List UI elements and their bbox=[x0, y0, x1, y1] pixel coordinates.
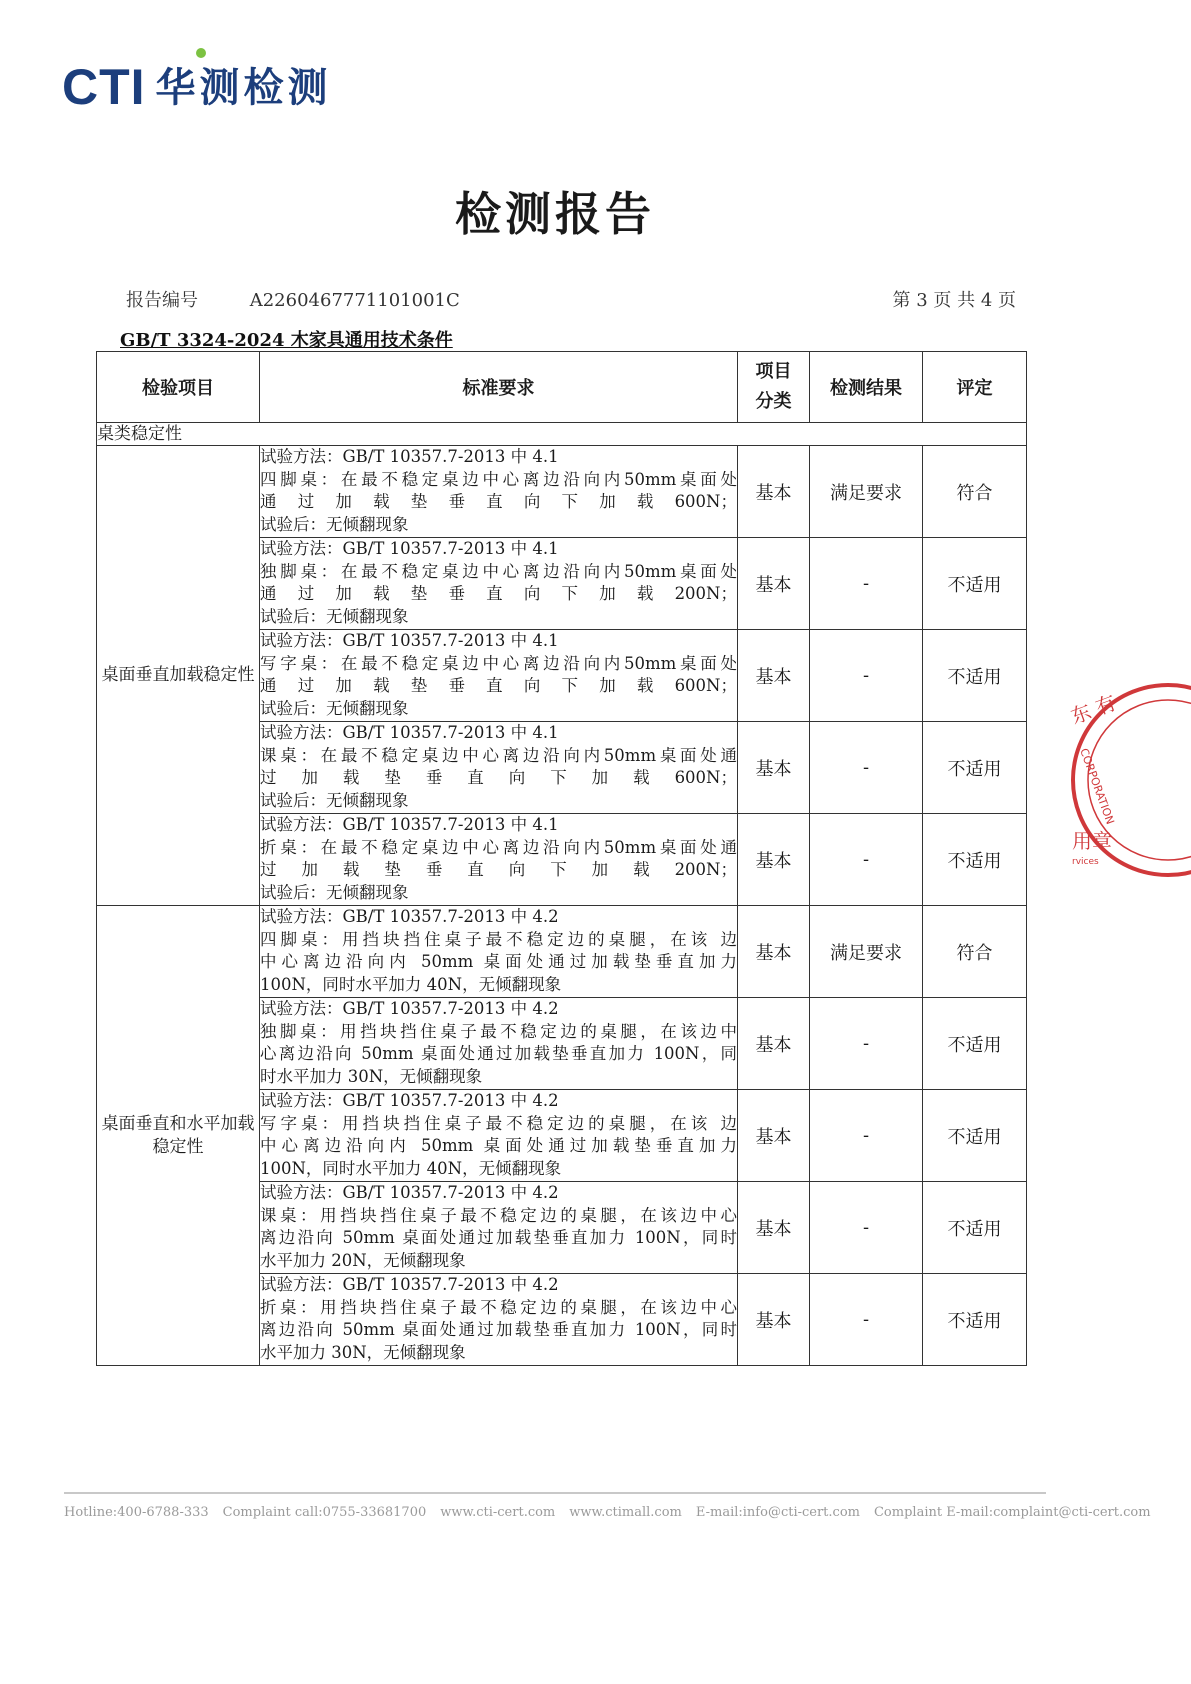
test-result: - bbox=[810, 722, 923, 814]
requirement-line: 四脚桌：用挡块挡住桌子最不稳定边的桌腿，在该 边 bbox=[260, 929, 737, 949]
requirement-cell bbox=[260, 814, 738, 906]
item-class: 基本 bbox=[738, 814, 810, 906]
requirement-line: 离边沿向 50mm 桌面处通过加载垫垂直加力 100N，同时 bbox=[260, 1320, 737, 1339]
requirement-line: 折桌：用挡块挡住桌子最不稳定边的桌腿，在该边中心 bbox=[260, 1297, 737, 1317]
item-class: 基本 bbox=[738, 1090, 810, 1182]
standard-title: GB/T 3324-2024 木家具通用技术条件 bbox=[120, 330, 453, 351]
header-class bbox=[738, 352, 810, 423]
requirement-line: 水平加力 30N，无倾翻现象 bbox=[260, 1342, 466, 1362]
requirement-cell bbox=[260, 998, 738, 1090]
requirement-line: 水平加力 20N，无倾翻现象 bbox=[260, 1250, 466, 1270]
requirement-line: 试验方法：GB/T 10357.7-2013 中 4.1 bbox=[260, 447, 559, 466]
report-number-label: 报告编号 bbox=[126, 290, 198, 311]
requirement-line: 试验方法：GB/T 10357.7-2013 中 4.2 bbox=[260, 999, 559, 1018]
logo-green-dot bbox=[196, 48, 206, 58]
footer-contact-item: Complaint call:0755-33681700 bbox=[222, 1505, 427, 1520]
test-result: - bbox=[810, 998, 923, 1090]
requirement-cell bbox=[260, 538, 738, 630]
requirement-line: 课桌：用挡块挡住桌子最不稳定边的桌腿，在该边中心 bbox=[260, 1205, 737, 1225]
test-result: - bbox=[810, 1274, 923, 1366]
footer-contact-item: www.ctimall.com bbox=[569, 1505, 682, 1520]
requirement-line: 试验方法：GB/T 10357.7-2013 中 4.2 bbox=[260, 1183, 559, 1202]
test-result: - bbox=[810, 1182, 923, 1274]
item-class: 基本 bbox=[738, 906, 810, 998]
svg-text:rvices: rvices bbox=[1072, 857, 1099, 867]
test-result: - bbox=[810, 814, 923, 906]
evaluation: 符合 bbox=[923, 446, 1027, 538]
requirement-line: 试验后：无倾翻现象 bbox=[260, 606, 409, 626]
header-class-line2: 分类 bbox=[755, 391, 792, 412]
requirement-line: 中心离边沿向内 50mm 桌面处通过加载垫垂直加力 bbox=[260, 952, 737, 971]
company-seal bbox=[1068, 680, 1191, 880]
header-class-line1: 项目 bbox=[755, 361, 792, 382]
requirement-line: 通过加载垫垂直向下加载600N； bbox=[260, 492, 737, 511]
evaluation: 不适用 bbox=[923, 998, 1027, 1090]
document-title: 检测报告 bbox=[455, 187, 655, 241]
requirement-cell bbox=[260, 906, 738, 998]
requirement-line: 过加载垫垂直向下加载200N； bbox=[260, 860, 737, 879]
header-evaluation: 评定 bbox=[923, 352, 1027, 423]
table-header-row bbox=[97, 352, 1027, 423]
report-number bbox=[126, 286, 460, 312]
test-item-name: 桌面垂直加载稳定性 bbox=[97, 446, 260, 906]
footer-contacts bbox=[64, 1505, 1151, 1520]
evaluation: 不适用 bbox=[923, 814, 1027, 906]
evaluation: 不适用 bbox=[923, 630, 1027, 722]
requirement-line: 课桌：在最不稳定桌边中心离边沿向内50mm桌面处通 bbox=[260, 745, 737, 765]
test-item-name: 桌面垂直和水平加载稳定性 bbox=[97, 906, 260, 1366]
item-class: 基本 bbox=[738, 998, 810, 1090]
requirement-line: 折桌：在最不稳定桌边中心离边沿向内50mm桌面处通 bbox=[260, 837, 737, 857]
requirement-line: 时水平加力 30N，无倾翻现象 bbox=[260, 1066, 483, 1086]
requirement-line: 写字桌：用挡块挡住桌子最不稳定边的桌腿，在该 边 bbox=[260, 1113, 737, 1133]
section-title: 桌类稳定性 bbox=[97, 423, 1027, 446]
page-indicator: 第 3 页 共 4 页 bbox=[892, 290, 1016, 311]
requirement-line: 四脚桌：在最不稳定桌边中心离边沿向内50mm桌面处 bbox=[260, 469, 737, 489]
footer-contact-item: Complaint E-mail:complaint@cti-cert.com bbox=[873, 1505, 1151, 1520]
requirement-line: 试验后：无倾翻现象 bbox=[260, 882, 409, 902]
requirement-cell bbox=[260, 1090, 738, 1182]
item-class: 基本 bbox=[738, 722, 810, 814]
header-item: 检验项目 bbox=[97, 352, 260, 423]
requirement-cell bbox=[260, 1182, 738, 1274]
requirement-line: 100N，同时水平加力 40N，无倾翻现象 bbox=[260, 1158, 562, 1178]
requirement-line: 试验方法：GB/T 10357.7-2013 中 4.1 bbox=[260, 723, 559, 742]
footer-divider bbox=[64, 1492, 1046, 1494]
requirement-line: 试验后：无倾翻现象 bbox=[260, 790, 409, 810]
test-result: - bbox=[810, 1090, 923, 1182]
item-class: 基本 bbox=[738, 1274, 810, 1366]
header-requirement: 标准要求 bbox=[260, 352, 738, 423]
requirement-line: 过加载垫垂直向下加载600N； bbox=[260, 768, 737, 787]
item-class: 基本 bbox=[738, 446, 810, 538]
item-class: 基本 bbox=[738, 538, 810, 630]
requirement-cell bbox=[260, 630, 738, 722]
item-class: 基本 bbox=[738, 1182, 810, 1274]
requirement-line: 试验方法：GB/T 10357.7-2013 中 4.2 bbox=[260, 1091, 559, 1110]
requirement-line: 通过加载垫垂直向下加载600N； bbox=[260, 676, 737, 695]
requirement-line: 心离边沿向 50mm 桌面处通过加载垫垂直加力 100N，同 bbox=[260, 1044, 737, 1063]
requirement-line: 试验方法：GB/T 10357.7-2013 中 4.2 bbox=[260, 907, 559, 926]
test-results-table bbox=[96, 351, 1027, 1366]
test-result: 满足要求 bbox=[810, 906, 923, 998]
requirement-line: 写字桌：在最不稳定桌边中心离边沿向内50mm桌面处 bbox=[260, 653, 737, 673]
requirement-cell bbox=[260, 1274, 738, 1366]
evaluation: 不适用 bbox=[923, 1090, 1027, 1182]
requirement-line: 通过加载垫垂直向下加载200N； bbox=[260, 584, 737, 603]
footer-contact-item: Hotline:400-6788-333 bbox=[64, 1505, 209, 1520]
footer-contact-item: E-mail:info@cti-cert.com bbox=[695, 1505, 860, 1520]
requirement-line: 试验后：无倾翻现象 bbox=[260, 698, 409, 718]
requirement-cell bbox=[260, 722, 738, 814]
logo-brand-text: CTI bbox=[62, 59, 146, 115]
svg-text:CORPORATION: CORPORATION bbox=[1077, 746, 1117, 827]
requirement-line: 试验后：无倾翻现象 bbox=[260, 514, 409, 534]
evaluation: 不适用 bbox=[923, 722, 1027, 814]
evaluation: 不适用 bbox=[923, 1182, 1027, 1274]
company-logo bbox=[62, 52, 332, 115]
requirement-line: 独脚桌：在最不稳定桌边中心离边沿向内50mm桌面处 bbox=[260, 561, 737, 581]
requirement-cell bbox=[260, 446, 738, 538]
test-result: - bbox=[810, 538, 923, 630]
item-class: 基本 bbox=[738, 630, 810, 722]
requirement-line: 试验方法：GB/T 10357.7-2013 中 4.2 bbox=[260, 1275, 559, 1294]
evaluation: 不适用 bbox=[923, 538, 1027, 630]
svg-text:东 有: 东 有 bbox=[1068, 690, 1120, 729]
requirement-line: 中心离边沿向内 50mm 桌面处通过加载垫垂直加力 bbox=[260, 1136, 737, 1155]
evaluation: 符合 bbox=[923, 906, 1027, 998]
section-row bbox=[97, 423, 1027, 446]
table-row bbox=[97, 446, 1027, 538]
requirement-line: 离边沿向 50mm 桌面处通过加载垫垂直加力 100N，同时 bbox=[260, 1228, 737, 1247]
test-result: 满足要求 bbox=[810, 446, 923, 538]
requirement-line: 试验方法：GB/T 10357.7-2013 中 4.1 bbox=[260, 815, 559, 834]
table-row bbox=[97, 906, 1027, 998]
evaluation: 不适用 bbox=[923, 1274, 1027, 1366]
requirement-line: 试验方法：GB/T 10357.7-2013 中 4.1 bbox=[260, 539, 559, 558]
requirement-line: 100N，同时水平加力 40N，无倾翻现象 bbox=[260, 974, 562, 994]
requirement-line: 独脚桌：用挡块挡住桌子最不稳定边的桌腿，在该边中 bbox=[260, 1021, 737, 1041]
svg-text:用章: 用章 bbox=[1072, 829, 1112, 853]
test-result: - bbox=[810, 630, 923, 722]
report-number-value: A2260467771101001C bbox=[249, 290, 460, 311]
requirement-line: 试验方法：GB/T 10357.7-2013 中 4.1 bbox=[260, 631, 559, 650]
footer-contact-item: www.cti-cert.com bbox=[440, 1505, 556, 1520]
header-result: 检测结果 bbox=[810, 352, 923, 423]
logo-chinese-name: 华测检测 bbox=[155, 65, 332, 111]
